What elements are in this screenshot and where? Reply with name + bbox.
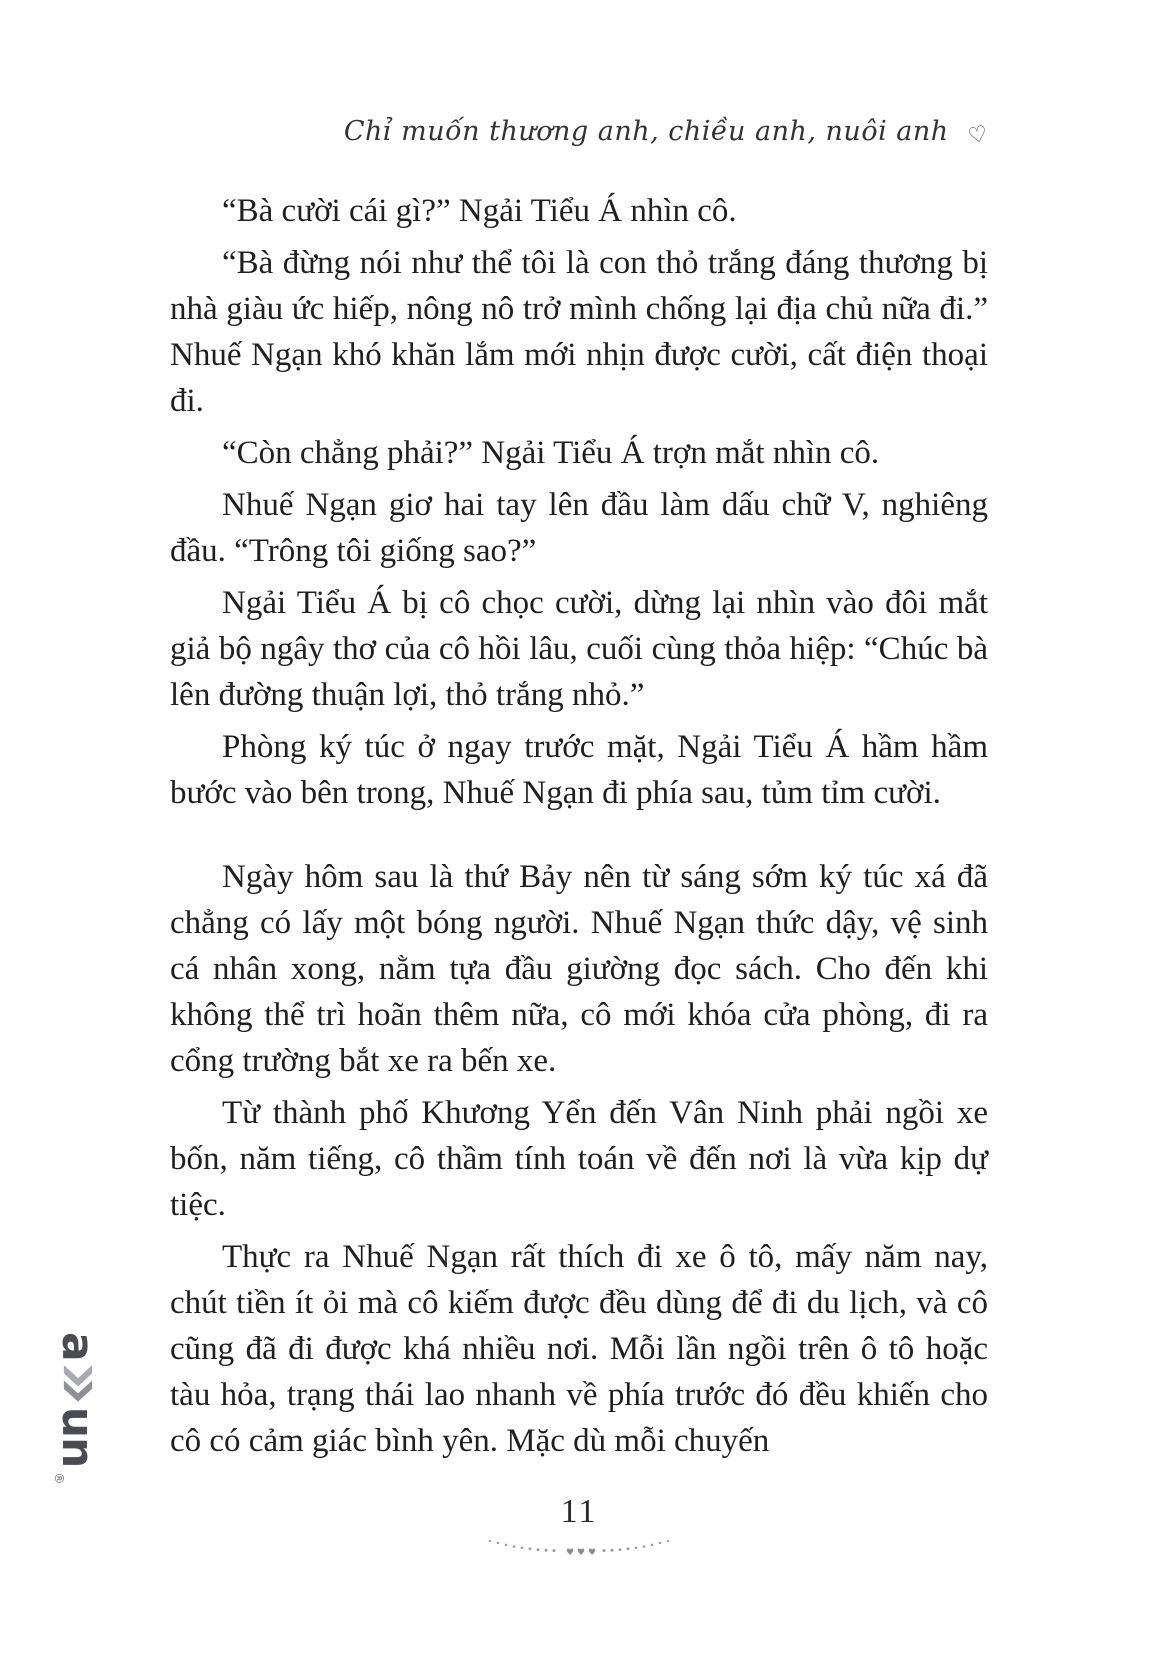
svg-text:♥: ♥ <box>566 1548 575 1558</box>
paragraph: Ngải Tiểu Á bị cô chọc cười, dừng lại nhìn vào đôi mắt giả bộ ngây thơ của cô hồi lâu, cuối cùng thỏa hiệp: “Chúc bà lên đường thuận lợi, thỏ trắng nhỏ.” <box>170 585 988 713</box>
paragraph: Phòng ký túc ở ngay trước mặt, Ngải Tiểu Á hầm hầm bước vào bên trong, Nhuế Ngạn đi phía sau, tủm tỉm cười. <box>170 729 988 811</box>
page-number: 11 <box>560 1493 598 1530</box>
paragraph: Từ thành phố Khương Yển đến Vân Ninh phải ngồi xe bốn, năm tiếng, cô thầm tính toán về đến nơi là vừa kịp dự tiệc. <box>170 1095 988 1223</box>
heart-outline-icon: ♡ <box>965 121 991 150</box>
svg-text:♥: ♥ <box>577 1548 586 1558</box>
running-header <box>170 116 991 150</box>
paragraph: “Bà đừng nói như thể tôi là con thỏ trắng đáng thương bị nhà giàu ức hiếp, nông nô trở mình chống lại địa chủ nữa đi.” Nhuế Ngạn khó khăn lắm mới nhịn được cười, cất điện thoại đi. <box>170 245 988 419</box>
publisher-logo <box>52 1332 104 1506</box>
paragraph: “Còn chẳng phải?” Ngải Tiểu Á trợn mắt nhìn cô. <box>222 435 880 471</box>
registered-mark: ® <box>52 1472 66 1484</box>
logo-letter-a: a <box>52 1332 104 1361</box>
running-title: Chỉ muốn thương anh, chiều anh, nuôi anh <box>343 116 949 147</box>
svg-text:♥: ♥ <box>588 1548 597 1558</box>
paragraph: Thực ra Nhuế Ngạn rất thích đi xe ô tô, mấy năm nay, chút tiền ít ỏi mà cô kiếm được đều dùng để đi du lịch, và cô cũng đã đi được khá nhiều nơi. Mỗi lần ngồi trên ô tô hoặc tàu hỏa, trạng thái lao nhanh về phía trước đó đều khiến cho cô có cảm giác bình yên. Mặc dù mỗi chuyến <box>170 1239 988 1459</box>
body-text <box>170 188 988 1470</box>
dotted-arc-ornament <box>484 1534 674 1560</box>
logo-letters-un: un <box>52 1406 104 1468</box>
paragraph: Nhuế Ngạn giơ hai tay lên đầu làm dấu chữ V, nghiêng đầu. “Trông tôi giống sao?” <box>170 487 988 569</box>
paragraph-section-start: Ngày hôm sau là thứ Bảy nên từ sáng sớm ký túc xá đã chẳng có lấy một bóng người. Nhuế Ngạn thức dậy, vệ sinh cá nhân xong, nằm tựa đầu giường đọc sách. Cho đến khi không thể trì hoãn thêm nữa, cô mới khóa cửa phòng, đi ra cổng trường bắt xe ra bến xe. <box>170 859 988 1079</box>
paragraph: “Bà cười cái gì?” Ngải Tiểu Á nhìn cô. <box>222 193 737 229</box>
logo-chevron-m-icon <box>58 1364 98 1404</box>
page-footer <box>170 1492 988 1560</box>
